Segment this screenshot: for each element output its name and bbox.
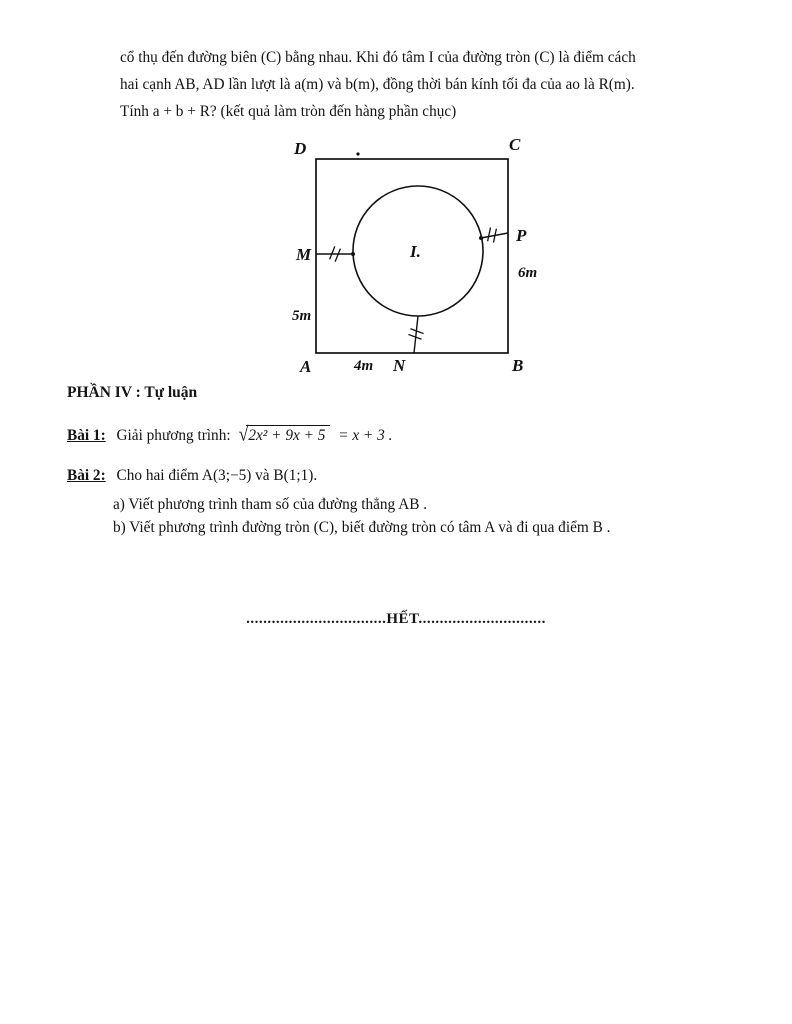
dimension-4m: 4m bbox=[354, 358, 374, 374]
problem-2 bbox=[67, 467, 317, 485]
geometry-figure bbox=[278, 134, 558, 391]
footer-het-label: HẾT bbox=[386, 611, 419, 627]
problem-1-intro: Giải phương trình: bbox=[116, 427, 231, 444]
junction-dot-m bbox=[351, 252, 355, 256]
problem-2-item-a: a) Viết phương trình tham số của đường thẳng AB . bbox=[113, 496, 428, 513]
paragraph-line-3: Tính a + b + R? (kết quả làm tròn đến hàng phần chục) bbox=[120, 103, 457, 120]
tick-mark-p bbox=[488, 228, 497, 243]
dimension-6m: 6m bbox=[518, 265, 538, 281]
problem-1 bbox=[67, 424, 392, 445]
problem-2-label: Bài 2: bbox=[67, 467, 106, 484]
junction-dot-p bbox=[479, 236, 483, 240]
top-edge-dot bbox=[356, 152, 359, 155]
corner-label-a: A bbox=[300, 357, 312, 376]
end-of-exam-line bbox=[0, 611, 792, 628]
problem-1-rhs: = x + 3 . bbox=[338, 427, 393, 444]
square-circle-diagram bbox=[278, 134, 558, 386]
corner-label-c: C bbox=[509, 135, 521, 154]
point-label-m: M bbox=[296, 245, 312, 264]
paragraph-line-2: hai cạnh AB, AD lần lượt là a(m) và b(m), đồng thời bán kính tối đa của ao là R(m). bbox=[120, 76, 635, 93]
problem-1-label: Bài 1: bbox=[67, 427, 106, 444]
dimension-5m: 5m bbox=[292, 308, 312, 324]
problem-2-item-b: b) Viết phương trình đường tròn (C), biết đường tròn có tâm A và đi qua điểm B . bbox=[113, 519, 611, 536]
problem-2-intro: Cho hai điểm A(3;−5) và B(1;1). bbox=[116, 467, 318, 484]
paragraph-line-1: cổ thụ đến đường biên (C) bằng nhau. Khi đó tâm I của đường tròn (C) là điểm cách bbox=[120, 49, 636, 66]
footer-dots-right: .............................. bbox=[418, 611, 546, 627]
center-label-i: I. bbox=[410, 242, 421, 261]
intro-paragraph bbox=[120, 44, 695, 125]
radicand: 2x² + 9x + 5 bbox=[246, 425, 330, 445]
sqrt-expression bbox=[238, 424, 330, 445]
point-label-p: P bbox=[516, 226, 527, 245]
corner-label-b: B bbox=[512, 356, 524, 375]
section-heading-phan-iv: PHẦN IV : Tự luận bbox=[67, 384, 198, 401]
segment-n bbox=[414, 316, 418, 353]
point-label-n: N bbox=[393, 356, 406, 375]
radical-sign: √ bbox=[238, 422, 249, 446]
corner-label-d: D bbox=[294, 139, 307, 158]
footer-dots-left: ................................. bbox=[246, 611, 387, 627]
